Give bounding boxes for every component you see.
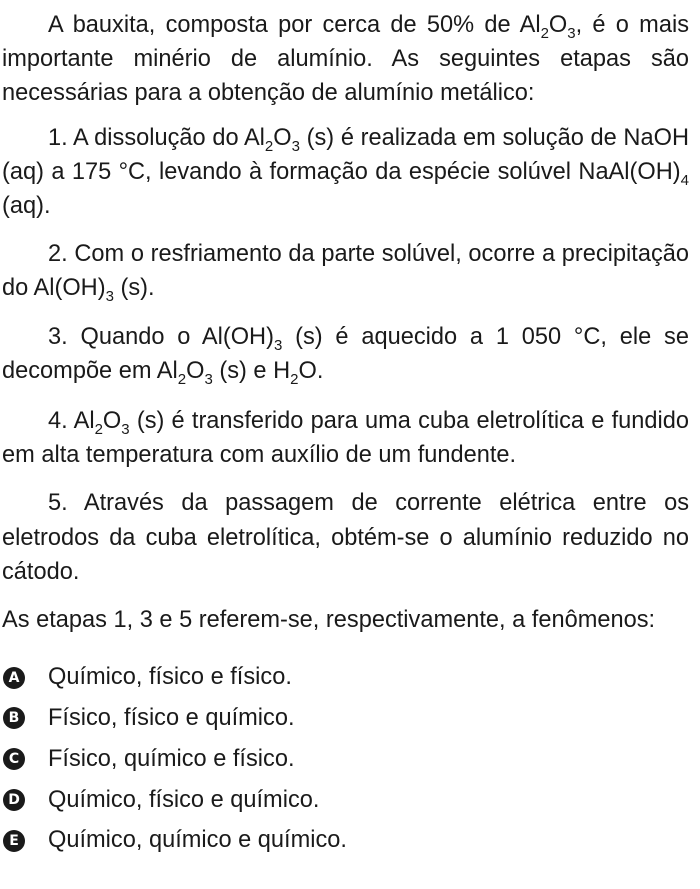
option-a[interactable] xyxy=(2,657,689,698)
option-d[interactable] xyxy=(2,780,689,821)
step-4-paragraph: 4. $Al_2O_3$ (s) é transferido para uma cuba eletrolítica e fundido em alta temperatura com auxílio de um fundente. xyxy=(2,408,689,469)
question-statement: As etapas 1, 3 e 5 referem-se, respectivamente, a fenômenos: xyxy=(2,607,656,634)
step-3-paragraph: 3. Quando o $Al(OH)_3$ (s) é aquecido a 1 050 °C, ele se decompõe em $Al_2O_3$ (s) e $H_2O$. xyxy=(2,323,689,388)
option-c-letter-badge: C xyxy=(3,748,25,770)
option-b-letter-badge: B xyxy=(3,707,25,729)
option-b[interactable] xyxy=(2,698,689,739)
option-d-text: Químico, físico e químico. xyxy=(48,786,320,813)
option-d-letter-badge: D xyxy=(3,789,25,811)
option-e-letter-badge: E xyxy=(3,830,25,852)
option-a-text: Químico, físico e físico. xyxy=(48,664,292,691)
option-a-letter-badge: A xyxy=(3,667,25,689)
option-e-text: Químico, químico e químico. xyxy=(48,827,347,854)
answer-options xyxy=(2,657,689,861)
step-5-paragraph: 5. Através da passagem de corrente elétrica entre os eletrodos da cuba eletrolítica, obtém-se o alumínio reduzido no cátodo. xyxy=(2,490,689,585)
option-e[interactable] xyxy=(2,820,689,861)
option-b-text: Físico, físico e químico. xyxy=(48,704,295,731)
option-c[interactable] xyxy=(2,739,689,780)
step-1-paragraph: 1. A dissolução do $Al_2O_3$ (s) é realizada em solução de NaOH (aq) a 175 °C, levando à formação da espécie solúvel $NaAl(OH)_4$ (aq). xyxy=(2,124,689,220)
option-c-text: Físico, químico e físico. xyxy=(48,745,295,772)
intro-paragraph: A bauxita, composta por cerca de 50% de $Al_2O_3$, é o mais importante minério de alumínio. As seguintes etapas são necessárias para a obtenção de alumínio metálico: xyxy=(2,12,689,107)
step-2-paragraph: 2. Com o resfriamento da parte solúvel, ocorre a precipitação do $Al(OH)_3$ (s). xyxy=(2,241,689,306)
